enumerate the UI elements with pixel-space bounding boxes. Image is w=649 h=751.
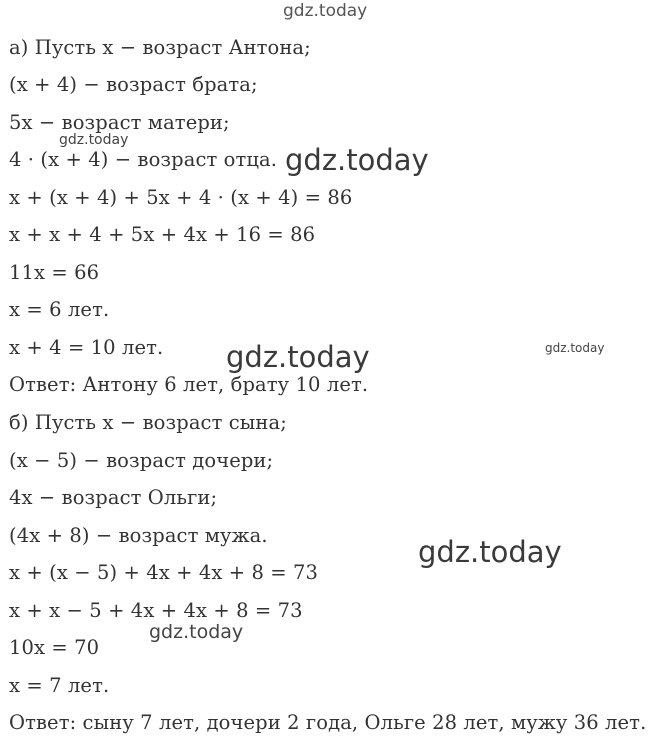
line-18: x = 7 лет. [9,674,110,697]
line-14: (4x + 8) − возраст мужа. [9,524,268,547]
watermark-small-1: gdz.today [59,132,129,148]
line-4: 4 · (x + 4) − возраст отца. [9,148,278,171]
line-5: x + (x + 4) + 5x + 4 · (x + 4) = 86 [9,186,353,209]
answer-b: Ответ: сыну 7 лет, дочери 2 года, Ольге 28 лет, мужу 36 лет. [9,711,647,734]
watermark-large-1: gdz.today [285,143,429,177]
line-2: (x + 4) − возраст брата; [9,73,258,96]
line-11: б) Пусть x − возраст сына; [9,411,287,434]
line-8: x = 6 лет. [9,298,110,321]
line-17: 10x = 70 [9,636,100,659]
watermark-large-2: gdz.today [226,340,370,374]
watermark-large-3: gdz.today [418,535,562,569]
answer-a: Ответ: Антону 6 лет, брату 10 лет. [9,373,369,396]
line-7: 11x = 66 [9,261,100,284]
line-9: x + 4 = 10 лет. [9,336,164,359]
line-13: 4x − возраст Ольги; [9,486,218,509]
line-16: x + x − 5 + 4x + 4x + 8 = 73 [9,599,303,622]
line-1: а) Пусть x − возраст Антона; [9,36,311,59]
line-12: (x − 5) − возраст дочери; [9,449,274,472]
watermark-small-2: gdz.today [545,341,605,355]
watermark-medium: gdz.today [149,621,244,643]
line-3: 5x − возраст матери; [9,111,230,134]
line-15: x + (x − 5) + 4x + 4x + 8 = 73 [9,561,319,584]
line-6: x + x + 4 + 5x + 4x + 16 = 86 [9,223,316,246]
watermark-top: gdz.today [283,1,368,21]
